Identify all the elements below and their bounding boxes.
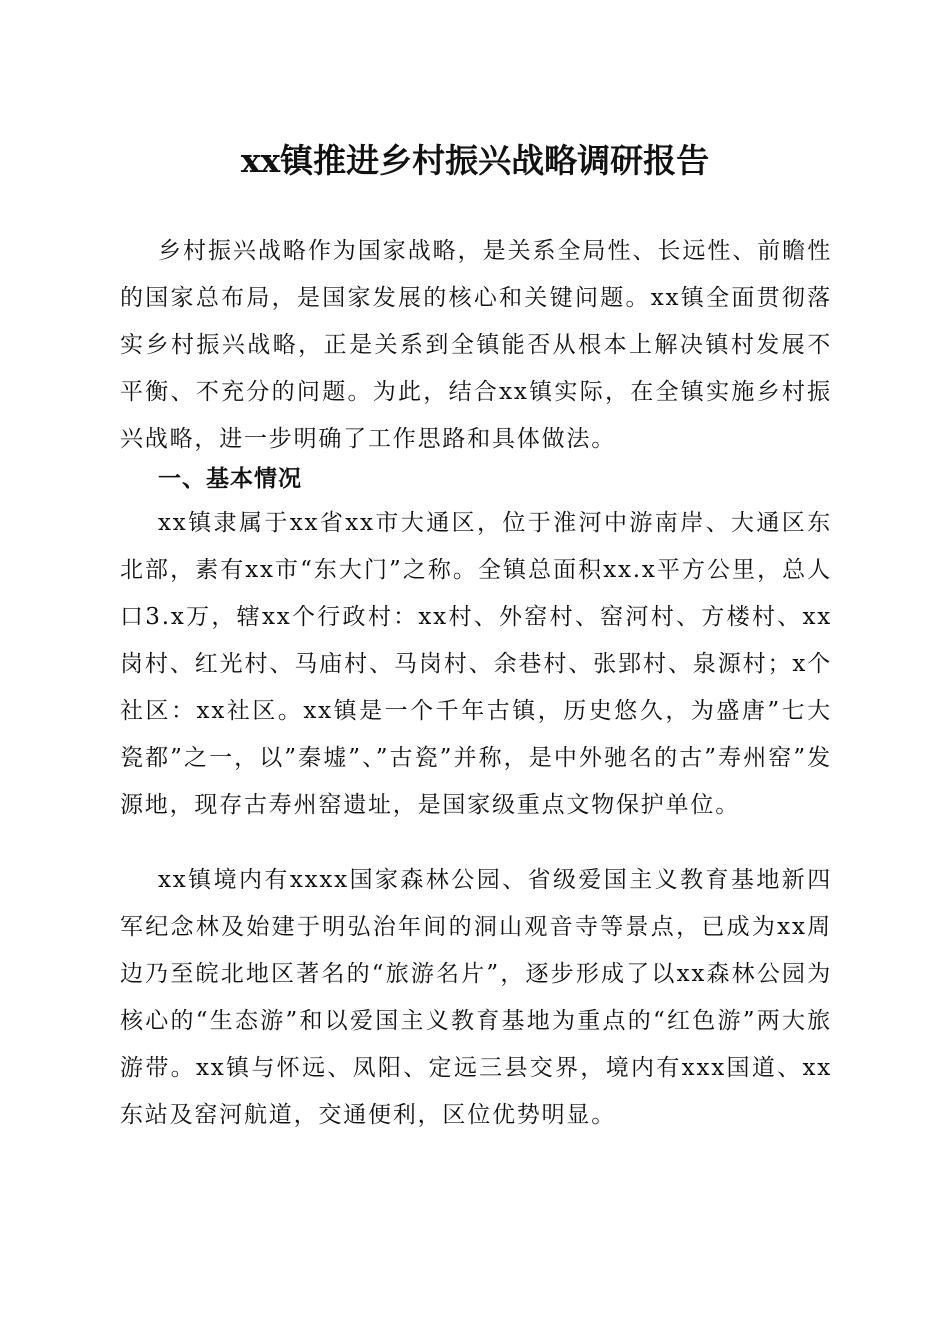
section-paragraph-location: xx镇隶属于xx省xx市大通区，位于淮河中游南岸、大通区东北部，素有xx市“东大门”之称。全镇总面积xx.x平方公里，总人口3.x万，辖xx个行政村：xx村、外窑村、窑河村、方楼村、xx岗村、红光村、马庙村、马岗村、余巷村、张郢村、泉源村；x个社区：xx社区。xx镇是一个千年古镇，历史悠久，为盛唐”七大瓷都”之一，以”秦墟”、”古瓷”并称，是中外驰名的古”寿州窑”发源地，现存古寿州窑遗址，是国家级重点文物保护单位。 bbox=[120, 510, 832, 818]
section-paragraph-tourism: xx镇境内有xxxx国家森林公园、省级爱国主义教育基地新四军纪念林及始建于明弘治年间的洞山观音寺等景点，已成为xx周边乃至皖北地区著名的“旅游名片”，逐步形成了以xx森林公园为核心的“生态游”和以爱国主义教育基地为重点的“红色游”两大旅游带。xx镇与怀远、凤阳、定远三县交界，境内有xxx国道、xx东站及窑河航道，交通便利，区位优势明显。 bbox=[120, 867, 832, 1128]
intro-paragraph: 乡村振兴战略作为国家战略，是关系全局性、长远性、前瞻性的国家总布局，是国家发展的核心和关键问题。xx镇全面贯彻落实乡村振兴战略，正是关系到全镇能否从根本上解决镇村发展不平衡、不充分的问题。为此，结合xx镇实际，在全镇实施乡村振兴战略，进一步明确了工作思路和具体做法。 bbox=[120, 238, 832, 452]
document-title: xx镇推进乡村振兴战略调研报告 bbox=[240, 141, 710, 180]
section-heading: 一、基本情况 bbox=[158, 466, 302, 492]
